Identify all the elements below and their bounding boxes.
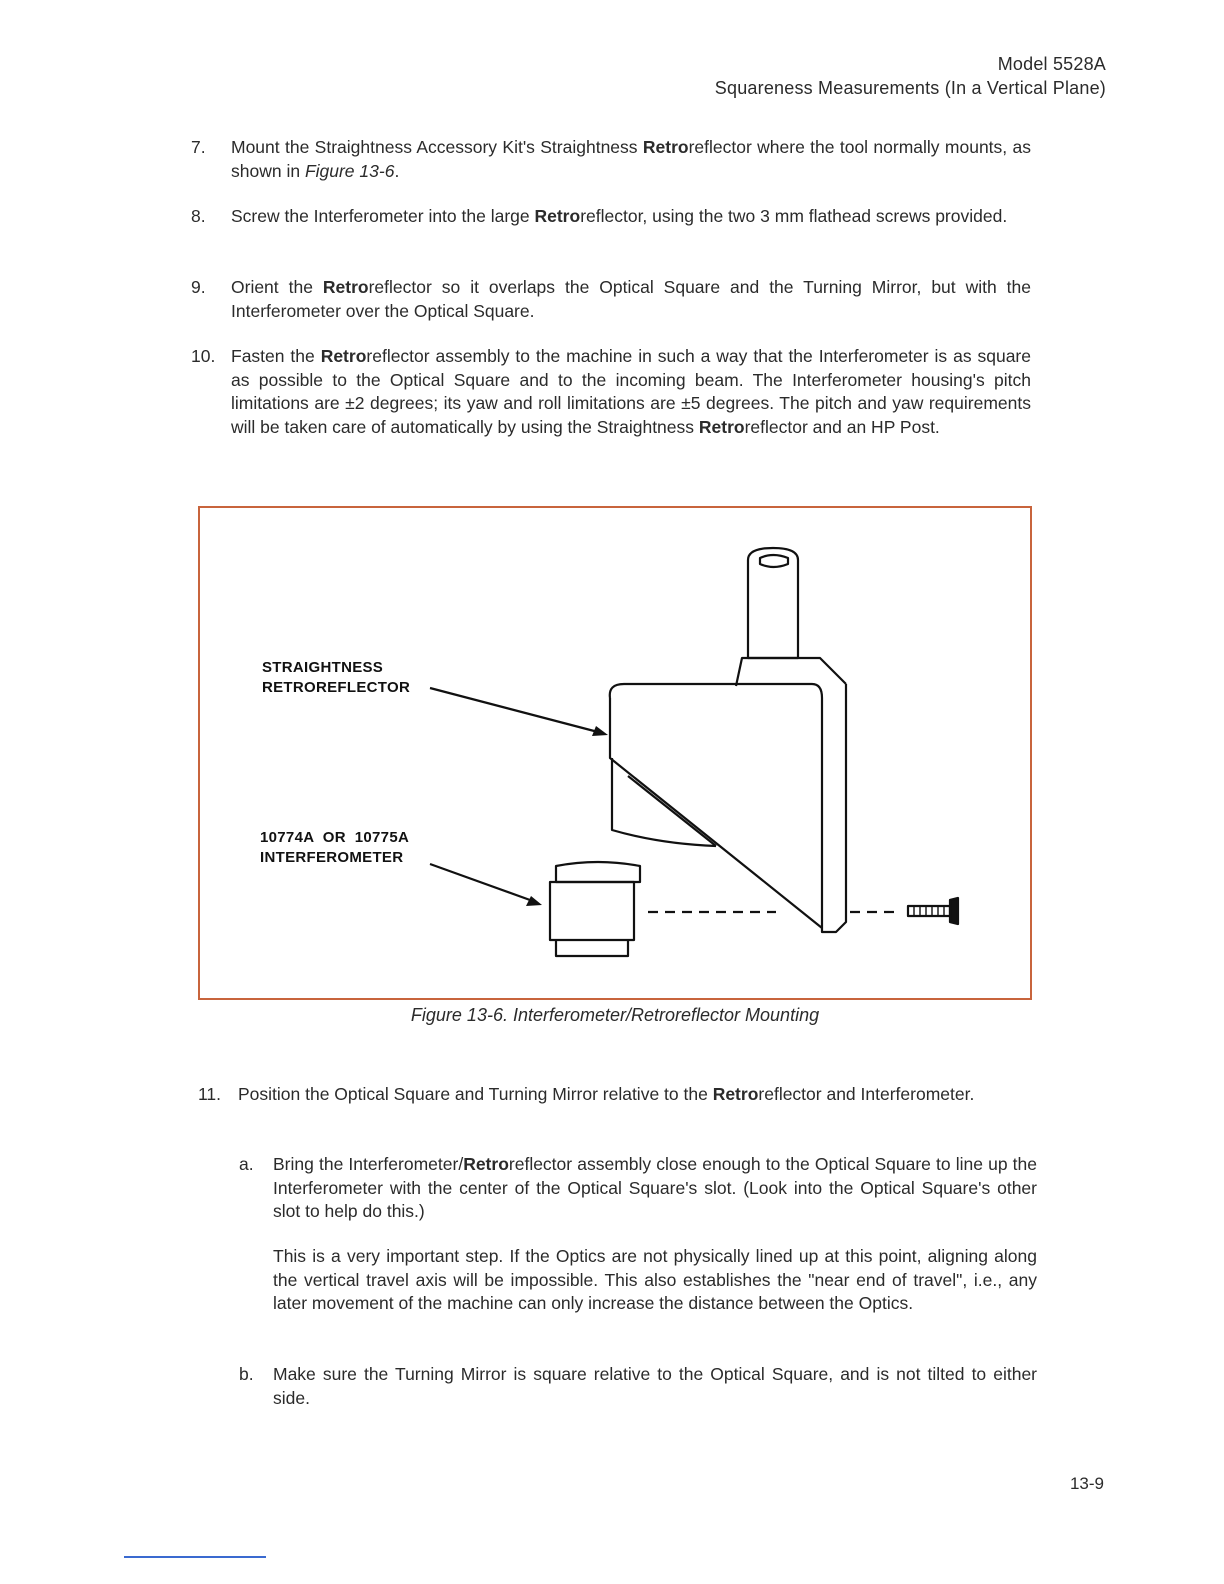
substep-b — [239, 1363, 1037, 1410]
step-bold: Retro — [712, 1084, 759, 1104]
retroreflector-icon — [610, 684, 846, 932]
step-text: Screw the Interferometer into the large — [231, 206, 535, 226]
model-label: Model 5528A — [997, 54, 1106, 74]
substep-text: reflector assembly close enough to the Optical Square to line up the Interferometer with the center of the Optical Square's slot. (Look into the Optical Square's other slot to help do this.) — [273, 1154, 1038, 1221]
callout-text: 10774A OR 10775A — [260, 829, 410, 846]
step-text: Position the Optical Square and Turning Mirror relative to the — [238, 1084, 713, 1104]
section-title: Squareness Measurements (In a Vertical Plane) — [714, 78, 1106, 98]
substep-letter: b. — [239, 1364, 254, 1384]
page-header — [715, 52, 1106, 100]
step-text: reflector where the tool normally mounts, as shown in — [231, 137, 1031, 181]
step-text: reflector so it overlaps the Optical Square and the Turning Mirror, but with the Interferometer over the Optical Square. — [231, 277, 1031, 321]
substep-text: Bring the Interferometer/ — [273, 1154, 464, 1174]
footer-rule — [124, 1556, 266, 1558]
callout-interferometer — [260, 828, 409, 868]
step-number: 9. — [191, 277, 206, 297]
substep-bold: Retro — [463, 1154, 509, 1174]
page-number: 13-9 — [1069, 1474, 1104, 1493]
callout-text: RETROREFLECTOR — [262, 679, 411, 696]
screw-icon — [908, 898, 958, 924]
figure-box — [198, 506, 1032, 1000]
substep-text: Make sure the Turning Mirror is square relative to the Optical Square, and is not tilted to either side. — [273, 1364, 1037, 1408]
callout-text: STRAIGHTNESS — [262, 659, 384, 676]
step-bold: Retro — [322, 277, 369, 297]
step-number: 10. — [191, 346, 216, 366]
interferometer-icon — [550, 862, 640, 956]
step-10 — [191, 345, 1031, 439]
substep-a-note: This is a very important step. If the Optics are not physically lined up at this point, aligning along the vertical travel axis will be impossible. This also establishes the "near end of travel", i.e., any later movement of the machine can only increase the distance between the Optics. — [273, 1246, 1037, 1313]
step-number: 8. — [191, 206, 206, 226]
callout-text: INTERFEROMETER — [260, 849, 404, 866]
figure-illustration — [200, 508, 1030, 998]
step-bold: Retro — [320, 346, 367, 366]
step-11 — [198, 1083, 1036, 1107]
step-number: 11. — [198, 1084, 222, 1104]
step-text: reflector and an HP Post. — [744, 416, 940, 437]
callout-retroreflector — [262, 658, 410, 698]
step-text: . — [394, 160, 400, 181]
step-text: Fasten the — [231, 346, 321, 366]
figure-caption: Figure 13-6. Interferometer/Retroreflector Mounting — [410, 1005, 820, 1025]
step-bold: Retro — [534, 206, 581, 226]
step-text: reflector and Interferometer. — [758, 1084, 975, 1104]
figure-reference: Figure 13-6 — [304, 160, 395, 181]
leader-arrow — [430, 688, 598, 732]
step-7 — [191, 136, 1031, 183]
step-text: Mount the Straightness Accessory Kit's Straightness — [231, 137, 643, 157]
step-9 — [191, 276, 1031, 323]
step-8 — [191, 205, 1031, 229]
step-number: 7. — [191, 137, 206, 157]
step-text: reflector assembly to the machine in such a way that the Interferometer is as square as possible to the Optical Square and to the incoming beam. The Interferometer housing's pitch limitations are ±2 degrees; its yaw and roll limitations are ±5 degrees. The pitch and yaw requirements will be taken care of automatically by using the Straightness — [231, 346, 1031, 437]
step-text: reflector, using the two 3 mm flathead screws provided. — [580, 206, 1008, 226]
step-text: Orient the — [231, 277, 323, 297]
substep-a — [239, 1153, 1038, 1224]
post-icon — [748, 560, 798, 658]
step-bold: Retro — [642, 137, 689, 157]
substep-letter: a. — [239, 1154, 254, 1174]
step-bold: Retro — [698, 416, 745, 437]
